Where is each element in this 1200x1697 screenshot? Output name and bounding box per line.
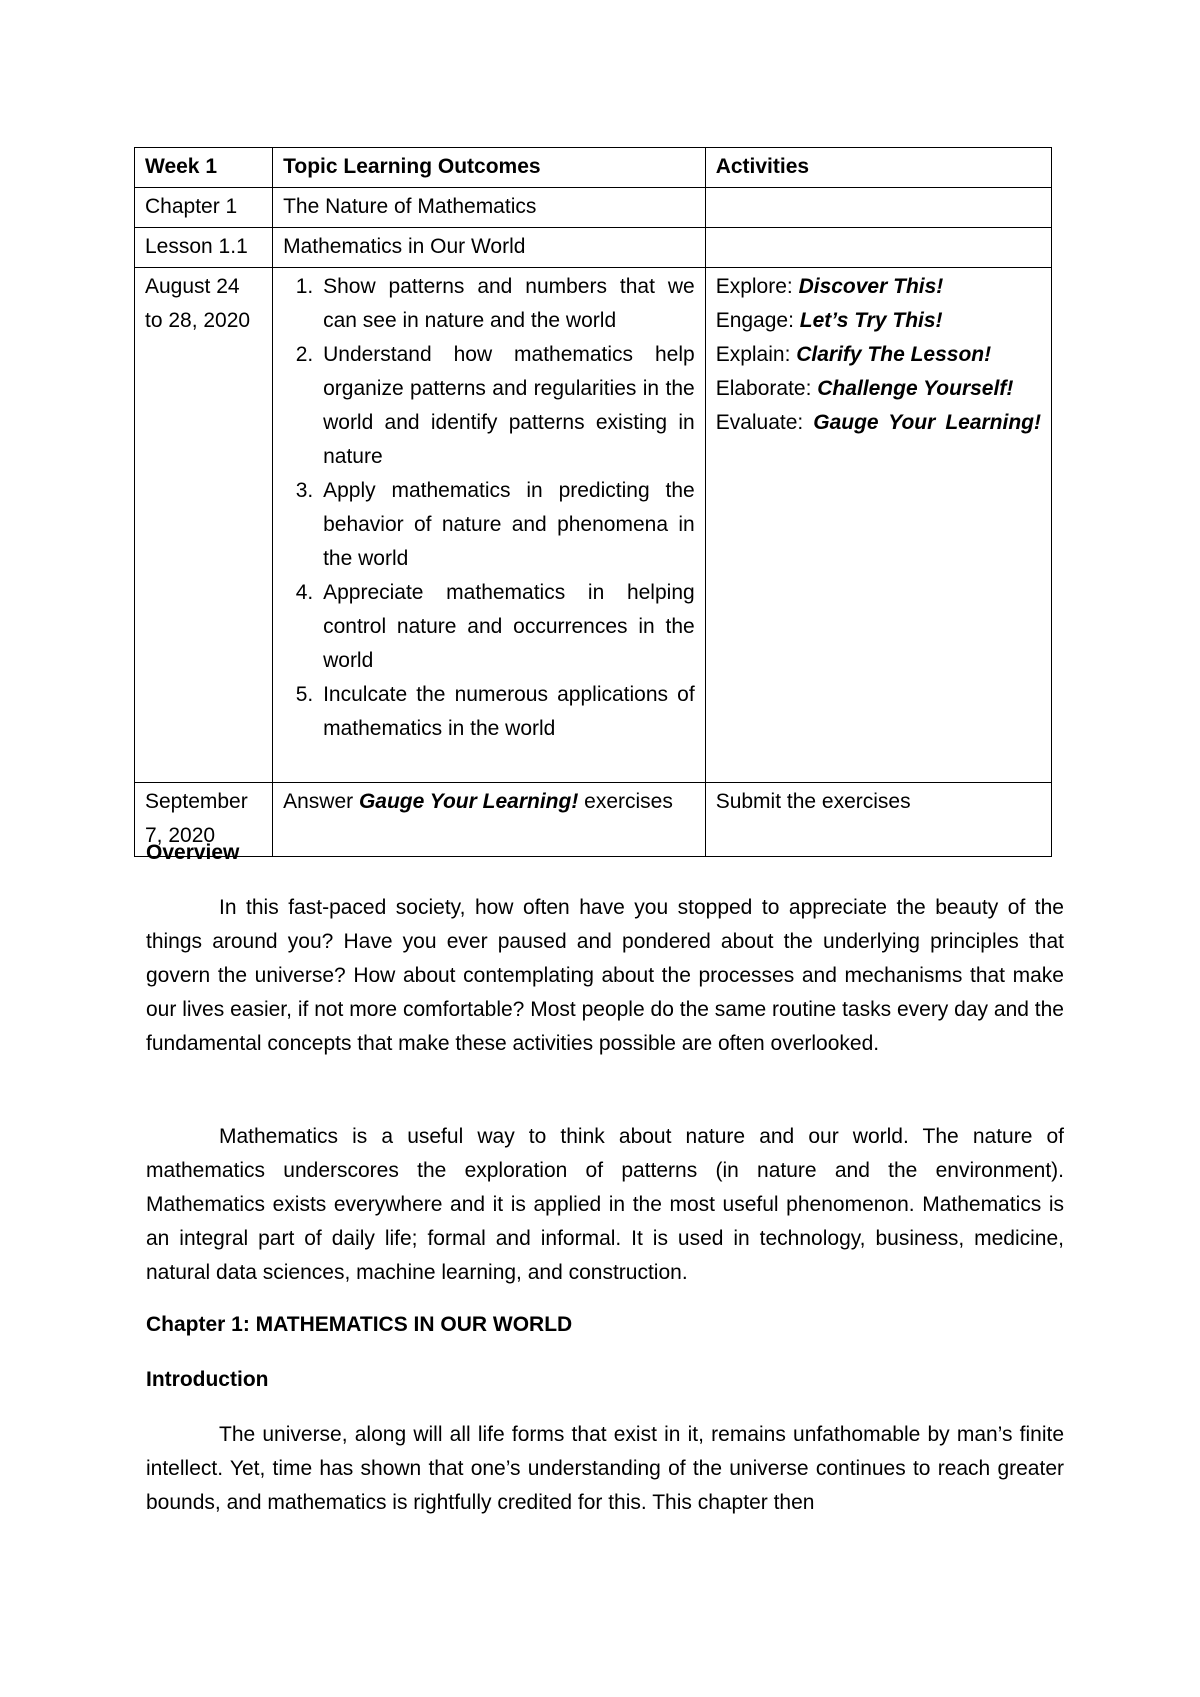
activity-explore — [716, 270, 1041, 304]
schedule-row — [135, 268, 1052, 783]
task-prefix: Answer — [283, 790, 359, 813]
activity-phase: Explore: — [715, 275, 799, 298]
overview-paragraph-1 — [146, 891, 1064, 1061]
activity-name: Gauge Your Learning! — [813, 411, 1041, 434]
table-header-row — [135, 148, 1052, 188]
header-week: Week 1 — [135, 148, 273, 188]
chapter-activity — [705, 188, 1051, 228]
lesson-activity — [705, 228, 1051, 268]
task-suffix: exercises — [578, 790, 673, 813]
activity-phase: Elaborate: — [715, 377, 818, 400]
overview-paragraph-2 — [146, 1120, 1064, 1290]
overview-text: In this fast-paced society, how often have you stopped to appreciate the beauty of the things around you? Have you ever paused and pondered about the underlying principles that govern the universe? How about contemplating about the processes and mechanisms that make our lives easier, if not more comfortable? Most people do the same routine tasks every day and the fundamental concepts that make these activities possible are often overlooked. — [146, 896, 1064, 1055]
introduction-heading: Introduction — [146, 1368, 269, 1391]
header-outcomes: Topic Learning Outcomes — [273, 148, 706, 188]
activity-name: Let’s Try This! — [799, 309, 943, 332]
lesson-plan-table — [134, 147, 1052, 857]
outcomes-cell — [273, 268, 706, 783]
lesson-row — [135, 228, 1052, 268]
introduction-paragraph — [146, 1418, 1064, 1520]
activity-phase: Engage: — [715, 309, 800, 332]
activity-name: Clarify The Lesson! — [796, 343, 992, 366]
activity-phase: Explain: — [715, 343, 797, 366]
overview-heading: Overview — [146, 841, 240, 864]
lesson-label: Lesson 1.1 — [135, 228, 273, 268]
lesson-topic: Mathematics in Our World — [273, 228, 706, 268]
activity-name: Discover This! — [798, 275, 944, 298]
outcome-item: 2. Understand how mathematics help organize patterns and regularities in the world and identify patterns existing in nature — [319, 338, 695, 474]
chapter-label: Chapter 1 — [135, 188, 273, 228]
activities-cell — [705, 268, 1051, 783]
activity-elaborate — [716, 372, 1041, 406]
header-activities: Activities — [705, 148, 1051, 188]
chapter-heading: Chapter 1: MATHEMATICS IN OUR WORLD — [146, 1313, 573, 1336]
chapter-row — [135, 188, 1052, 228]
activity-engage — [716, 304, 1041, 338]
outcome-item: 1. Show patterns and numbers that we can see in nature and the world — [319, 270, 695, 338]
activity-explain — [716, 338, 1041, 372]
outcome-item: 5. Inculcate the numerous applications of mathematics in the world — [319, 678, 695, 746]
activity-phase: Evaluate: — [715, 411, 814, 434]
overview-text: Mathematics is a useful way to think about nature and our world. The nature of mathematics underscores the exploration of patterns (in nature and the environment). Mathematics exists everywhere and it is applied in the most useful phenomenon. Mathematics is an integral part of daily life; formal and informal. It is used in technology, business, medicine, natural data sciences, machine learning, and construction. — [146, 1125, 1064, 1284]
outcome-item: 4. Appreciate mathematics in helping control nature and occurrences in the world — [319, 576, 695, 678]
activity-name: Challenge Yourself! — [817, 377, 1014, 400]
introduction-text: The universe, along will all life forms that exist in it, remains unfathomable by man’s finite intellect. Yet, time has shown that one’s understanding of the universe continues to reach greater bounds, and mathematics is rightfully credited for this. This chapter then — [146, 1423, 1064, 1514]
task-emphasis: Gauge Your Learning! — [358, 790, 579, 813]
deadline-activity: Submit the exercises — [705, 783, 1051, 857]
outcomes-list — [283, 270, 695, 746]
chapter-topic: The Nature of Mathematics — [273, 188, 706, 228]
schedule-date: August 24 to 28, 2020 — [135, 268, 273, 783]
deadline-date: September 7, 2020 — [135, 783, 273, 857]
outcome-item: 3. Apply mathematics in predicting the behavior of nature and phenomena in the world — [319, 474, 695, 576]
activity-evaluate — [716, 406, 1041, 440]
